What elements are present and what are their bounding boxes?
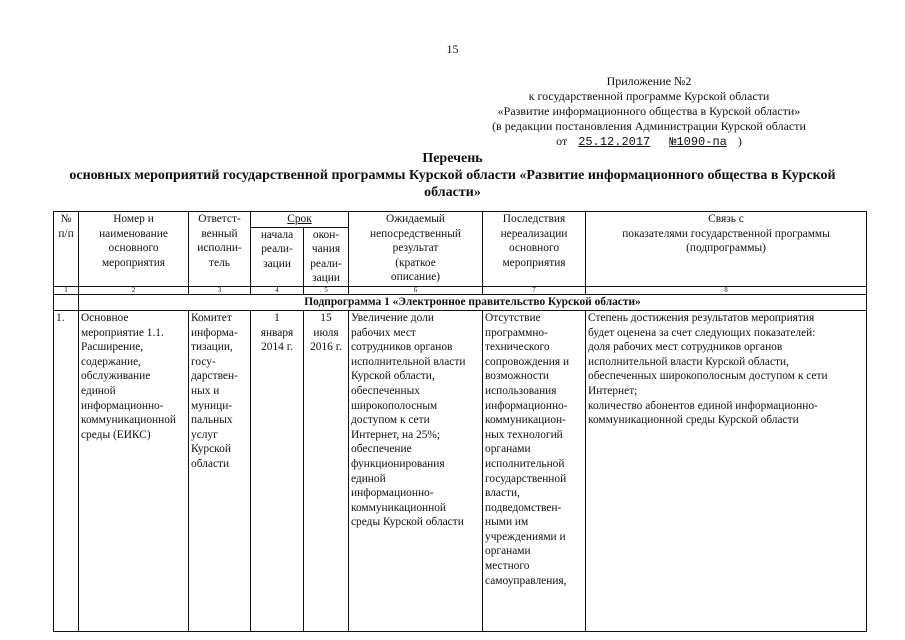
header-end [304,227,349,286]
header-link [586,212,867,287]
cell-text-line: Комитет [191,311,232,324]
cell-text-line: мероприятия [101,256,166,269]
cell-text-line: основного [108,242,159,255]
header-num [54,212,79,287]
title-line-1: Перечень [422,151,483,166]
cell-text-line: доступом к сети [351,414,430,427]
header-term: Срок [251,212,349,228]
cell-text-line: ных технологий [485,428,563,441]
cell-text-line: среды (ЕИКС) [81,428,151,441]
cell-text-line: Отсутствие [485,311,541,324]
column-number: 3 [189,286,251,294]
header-name [79,212,189,287]
row-num: 1. [54,310,79,631]
appendix-line-2: к государственной программе Курской области [528,89,770,103]
document-title [40,150,865,201]
cell-text-line: исполнительной власти Курской области, [588,355,789,368]
cell-text-line: (подпрограммы) [686,242,766,255]
cell-text-line: пальных [191,414,233,427]
row-start-date [251,310,304,631]
cell-text-line: органами [485,545,531,558]
cell-text-line: сотрудников органов [351,341,453,354]
cell-text-line: обеспеченных широкополосным доступом к сети [588,370,828,383]
cell-text-line: коммуникационной [81,414,177,427]
cell-text-line: нереализации [500,227,568,240]
table-row [54,310,867,631]
cell-text-line: коммуникацион- [485,414,566,427]
cell-text-line: Курской [191,443,231,456]
cell-text-line: описание) [390,271,441,284]
cell-text-line: исполнительной власти [351,355,466,368]
column-number: 4 [251,286,304,294]
cell-text-line: программно- [485,326,548,339]
document-number: №1090-па [669,135,727,149]
subprogram-title: Подпрограмма 1 «Электронное правительство Курской области» [79,294,867,310]
column-number: 2 [79,286,189,294]
row-activity-name [79,310,189,631]
cell-text-line: возможности [485,370,550,383]
appendix-line-3: «Развитие информационного общества в Курской области» [497,104,801,118]
cell-text-line: окон- [312,228,340,241]
cell-text-line: реали- [310,257,342,270]
cell-text-line: Курской области, [351,370,435,383]
cell-text-line: местного [485,560,530,573]
cell-text-line: коммуникационной среды Курской области [588,414,799,427]
cell-text-line: 15 [320,311,332,324]
cell-text-line: использования [485,384,557,397]
date-suffix: ) [737,134,742,148]
cell-text-line: единой [351,472,386,485]
cell-text-line: 2016 г. [310,341,342,354]
cell-text-line: венный [201,227,238,240]
cell-text-line: органами [485,443,531,456]
column-number: 5 [304,286,349,294]
appendix-date-line [439,134,859,150]
cell-text-line: Номер и [113,213,154,225]
activities-table [53,211,867,632]
cell-text-line: информационно- [81,399,164,412]
cell-text-line: доля рабочих мест сотрудников органов [588,341,783,354]
cell-text-line: Основное [81,311,129,324]
cell-text-line: результат [392,242,439,255]
cell-text-line: количество абонентов единой информационно- [588,399,818,412]
cell-text-line: тель [209,256,230,269]
cell-text-line: исполни- [197,242,242,255]
cell-text-line: Связь с [708,213,744,225]
cell-text-line: обеспечение [351,443,412,456]
cell-text-line: начала [260,228,294,241]
cell-text-line: рабочих мест [351,326,416,339]
cell-text-line: обслуживание [81,370,151,383]
header-responsible [189,212,251,287]
document-date: 25.12.2017 [578,135,651,149]
row-responsible [189,310,251,631]
cell-text-line: функционирования [351,457,445,470]
cell-text-line: обеспеченных [351,384,420,397]
cell-text-line: среды Курской области [351,516,464,529]
cell-text-line: сопровождения и [485,355,570,368]
cell-text-line: Ожидаемый [385,213,446,225]
row-end-date [304,310,349,631]
cell-text-line: зации [312,272,340,285]
cell-text-line: подведомствен- [485,501,562,514]
column-number: 8 [586,286,867,294]
cell-text-line: Ответст- [198,213,241,225]
cell-text-line: (краткое [395,256,436,269]
cell-text-line: информационно- [485,399,568,412]
cell-text-line: непосредственный [369,227,462,240]
column-number: 6 [349,286,483,294]
subprogram-num-cell [54,294,79,310]
cell-text-line: ными им [485,516,529,529]
cell-text-line: января [260,326,294,339]
cell-text-line: самоуправления, [485,574,567,587]
cell-text-line: основного [508,242,560,255]
cell-text-line: учреждениями и [485,530,566,543]
cell-text-line: услуг [191,428,218,441]
cell-text-line: широкополосным [351,399,438,412]
row-consequences [483,310,586,631]
cell-text-line: показателями государственной программы [622,227,830,240]
cell-text-line: коммуникационной [351,501,447,514]
cell-text-line: информационно- [351,487,434,500]
cell-text-line: Степень достижения результатов мероприятия [588,311,815,324]
cell-text-line: исполнительной [485,457,565,470]
appendix-header [439,74,859,150]
cell-text-line: зации [263,257,291,270]
cell-text-line: ных и [191,384,220,397]
header-consequences [483,212,586,287]
column-number: 1 [54,286,79,294]
header-start [251,227,304,286]
cell-text-line: чания [311,243,341,256]
cell-text-line: реали- [261,243,293,256]
appendix-line-1: Приложение №2 [606,74,692,88]
cell-text-line: дарствен- [191,370,238,383]
cell-text-line: Расширение, [81,341,144,354]
cell-text-line: государственной [485,472,567,485]
cell-text-line: Интернет, на 25%; [351,428,441,441]
row-expected-result [349,310,483,631]
cell-text-line: технического [485,341,550,354]
header-result [349,212,483,287]
cell-text-line: Увеличение доли [351,311,434,324]
cell-text-line: единой [81,384,116,397]
cell-text-line: госу- [191,355,216,368]
column-number: 7 [483,286,586,294]
cell-text-line: Последствия [502,213,566,225]
appendix-line-4: (в редакции постановления Администрации Курской области [492,119,806,133]
date-prefix: от [556,134,568,148]
cell-text-line: муници- [191,399,233,412]
title-line-2: основных мероприятий государственной программы Курской области «Развитие информационного общества в Курской области» [69,168,836,200]
cell-text-line: мероприятия [502,256,566,269]
cell-text-line: тизации, [191,341,233,354]
cell-text-line: № [60,213,72,225]
cell-text-line: 2014 г. [261,341,293,354]
cell-text-line: мероприятие 1.1. [81,326,164,339]
cell-text-line: п/п [58,227,74,240]
cell-text-line: будет оценена за счет следующих показателей: [588,326,816,339]
page-number: 15 [446,42,459,56]
cell-text-line: области [191,457,230,470]
cell-text-line: информа- [191,326,238,339]
cell-text-line: власти, [485,487,520,500]
cell-text-line: содержание, [81,355,141,368]
cell-text-line: Интернет; [588,384,638,397]
cell-text-line: наименование [99,227,168,240]
cell-text-line: 1 [274,311,280,324]
cell-text-line: июля [313,326,339,339]
row-indicator-link [586,310,867,631]
